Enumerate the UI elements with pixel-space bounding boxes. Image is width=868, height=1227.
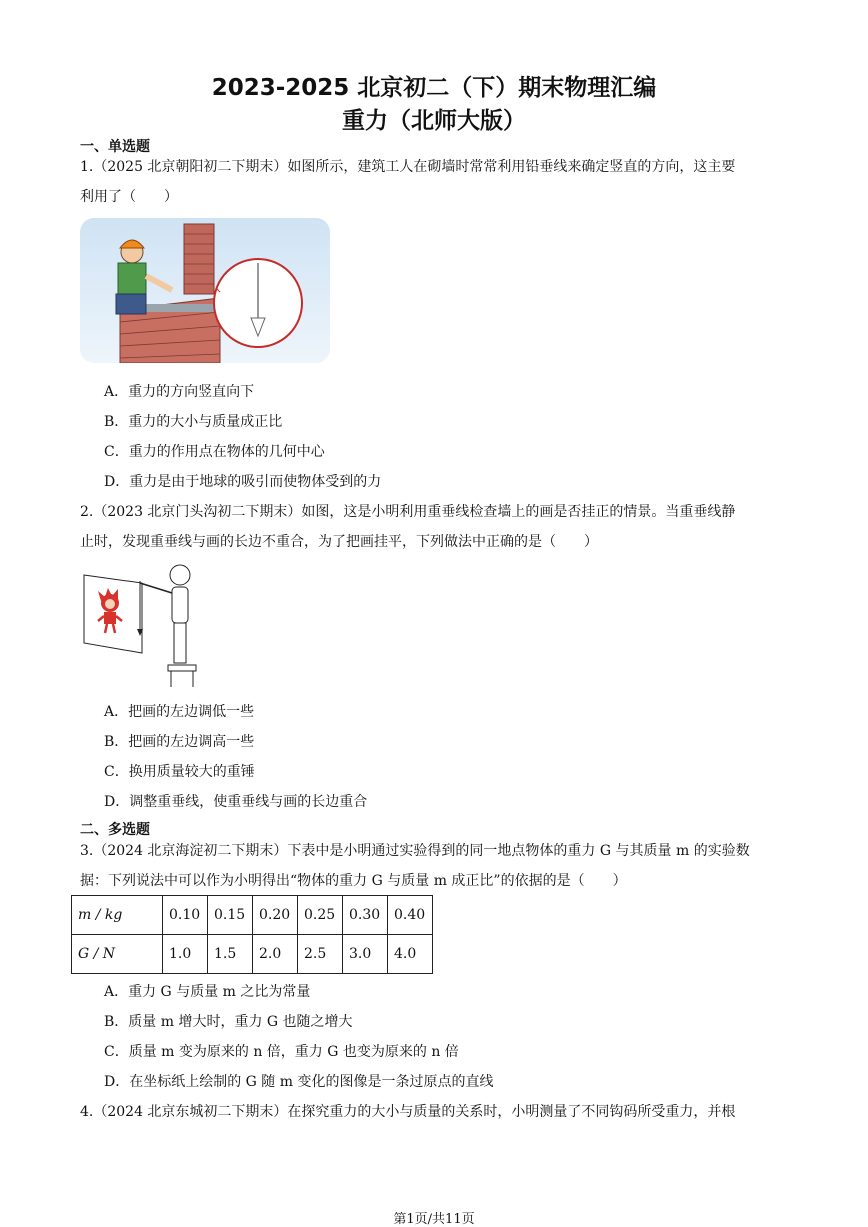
- q2-option-c: C．换用质量较大的重锤: [104, 764, 255, 780]
- q1-stem-line2: 利用了（ ）: [80, 189, 178, 205]
- q1-stem-line1: 1.（2025 北京朝阳初二下期末）如图所示，建筑工人在砌墙时常常利用铅垂线来确定竖直的方向，这主要: [80, 159, 736, 175]
- q2-option-b: B．把画的左边调高一些: [104, 734, 255, 750]
- q4-stem-line1: 4.（2024 北京东城初二下期末）在探究重力的大小与质量的关系时，小明测量了不同钩码所受重力，并根: [80, 1104, 736, 1120]
- q1-option-d: D．重力是由于地球的吸引而使物体受到的力: [104, 474, 382, 490]
- q2-stem-line2: 止时，发现重垂线与画的长边不重合，为了把画挂平，下列做法中正确的是（ ）: [80, 534, 598, 550]
- table-cell: 0.15: [208, 896, 253, 935]
- table-header-mass: m / kg: [72, 896, 163, 935]
- q2-option-d: D．调整重垂线，使重垂线与画的长边重合: [104, 794, 368, 810]
- q3-option-a: A．重力 G 与质量 m 之比为常量: [104, 984, 311, 1000]
- table-header-gravity: G / N: [72, 935, 163, 974]
- table-row: [72, 896, 433, 935]
- section-single-choice: 一、单选题: [80, 139, 150, 155]
- table-cell: 2.0: [253, 935, 298, 974]
- q1-option-a: A．重力的方向竖直向下: [104, 384, 255, 400]
- q3-data-table: [71, 895, 433, 974]
- q2-figure-hanging-picture: [80, 561, 210, 691]
- page-footer: 第1页/共11页: [393, 1212, 475, 1227]
- q1-figure-bricklayer: [80, 218, 330, 363]
- q3-option-b: B．质量 m 增大时，重力 G 也随之增大: [104, 1014, 353, 1030]
- table-cell: 0.30: [343, 896, 388, 935]
- table-cell: 0.10: [163, 896, 208, 935]
- table-cell: 2.5: [298, 935, 343, 974]
- document-title: 2023-2025 北京初二（下）期末物理汇编: [211, 75, 657, 101]
- q3-stem-line2: 据：下列说法中可以作为小明得出“物体的重力 G 与质量 m 成正比”的依据的是（ ）: [80, 873, 627, 889]
- q3-option-d: D．在坐标纸上绘制的 G 随 m 变化的图像是一条过原点的直线: [104, 1074, 494, 1090]
- q1-option-b: B．重力的大小与质量成正比: [104, 414, 283, 430]
- q1-option-c: C．重力的作用点在物体的几何中心: [104, 444, 325, 460]
- table-cell: 1.5: [208, 935, 253, 974]
- q2-stem-line1: 2.（2023 北京门头沟初二下期末）如图，这是小明利用重垂线检查墙上的画是否挂正的情景。当重垂线静: [80, 504, 736, 520]
- table-row: [72, 935, 433, 974]
- table-cell: 4.0: [388, 935, 433, 974]
- table-cell: 0.25: [298, 896, 343, 935]
- table-cell: 0.40: [388, 896, 433, 935]
- document-subtitle: 重力（北师大版）: [342, 108, 526, 134]
- q2-option-a: A．把画的左边调低一些: [104, 704, 255, 720]
- section-multi-choice: 二、多选题: [80, 822, 150, 838]
- table-cell: 1.0: [163, 935, 208, 974]
- q3-option-c: C．质量 m 变为原来的 n 倍，重力 G 也变为原来的 n 倍: [104, 1044, 459, 1060]
- q3-stem-line1: 3.（2024 北京海淀初二下期末）下表中是小明通过实验得到的同一地点物体的重力 G 与其质量 m 的实验数: [80, 843, 750, 859]
- table-cell: 0.20: [253, 896, 298, 935]
- table-cell: 3.0: [343, 935, 388, 974]
